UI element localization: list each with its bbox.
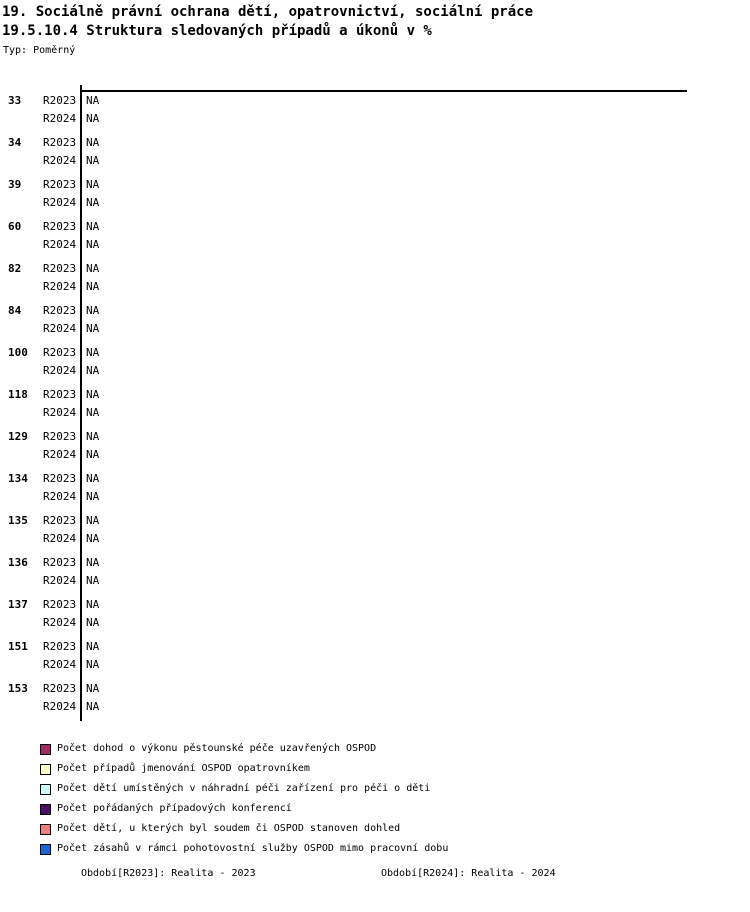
value-na: NA	[86, 616, 100, 629]
category-group	[0, 596, 750, 632]
value-na: NA	[86, 448, 100, 461]
value-na: NA	[86, 220, 100, 233]
period-label: R2023	[43, 304, 77, 317]
data-row	[0, 572, 750, 590]
data-row	[0, 404, 750, 422]
value-na: NA	[86, 598, 100, 611]
value-na: NA	[86, 112, 100, 125]
period-label: R2024	[43, 532, 77, 545]
legend-swatch-icon	[40, 784, 51, 795]
legend-label: Počet dětí, u kterých byl soudem či OSPOD stanoven dohled	[57, 823, 401, 834]
legend-swatch-icon	[40, 844, 51, 855]
data-row	[0, 194, 750, 212]
period-label: R2023	[43, 472, 77, 485]
period-label: R2024	[43, 700, 77, 713]
category-label: 84	[8, 304, 22, 317]
legend-label: Počet dětí umístěných v náhradní péči zařízení pro péči o děti	[57, 783, 431, 794]
category-group	[0, 512, 750, 548]
period-label: R2024	[43, 616, 77, 629]
category-group	[0, 134, 750, 170]
period-label: R2023	[43, 556, 77, 569]
data-row	[0, 344, 750, 362]
period-label: R2024	[43, 658, 77, 671]
category-group	[0, 218, 750, 254]
data-row	[0, 614, 750, 632]
value-na: NA	[86, 322, 100, 335]
period-label: R2024	[43, 574, 77, 587]
value-na: NA	[86, 364, 100, 377]
period-label: R2023	[43, 430, 77, 443]
value-na: NA	[86, 514, 100, 527]
category-label: 34	[8, 136, 22, 149]
value-na: NA	[86, 238, 100, 251]
legend-label: Počet pořádaných případových konferencí	[57, 803, 292, 814]
period-label: R2024	[43, 448, 77, 461]
value-na: NA	[86, 280, 100, 293]
data-row	[0, 386, 750, 404]
value-na: NA	[86, 154, 100, 167]
category-group	[0, 554, 750, 590]
period-label: R2024	[43, 406, 77, 419]
period-label: R2024	[43, 364, 77, 377]
category-label: 134	[8, 472, 28, 485]
period-label: R2024	[43, 154, 77, 167]
category-label: 136	[8, 556, 28, 569]
legend-label: Počet zásahů v rámci pohotovostní služby OSPOD mimo pracovní dobu	[57, 843, 449, 854]
value-na: NA	[86, 532, 100, 545]
period-label: R2024	[43, 112, 77, 125]
period-label: R2024	[43, 196, 77, 209]
category-label: 129	[8, 430, 28, 443]
period-label: R2023	[43, 136, 77, 149]
chart-title-line1: 19. Sociálně právní ochrana dětí, opatrovnictví, sociální práce	[2, 4, 534, 20]
data-row	[0, 320, 750, 338]
period-label: R2024	[43, 238, 77, 251]
value-na: NA	[86, 94, 100, 107]
value-na: NA	[86, 388, 100, 401]
value-na: NA	[86, 196, 100, 209]
data-row	[0, 110, 750, 128]
data-row	[0, 176, 750, 194]
data-row	[0, 278, 750, 296]
category-label: 100	[8, 346, 28, 359]
data-row	[0, 92, 750, 110]
period-label: R2023	[43, 178, 77, 191]
footer-period-r2023: Období[R2023]: Realita - 2023	[81, 868, 256, 879]
legend-swatch-icon	[40, 804, 51, 815]
period-label: R2023	[43, 598, 77, 611]
period-label: R2023	[43, 220, 77, 233]
value-na: NA	[86, 178, 100, 191]
category-group	[0, 680, 750, 716]
data-row	[0, 530, 750, 548]
data-row	[0, 446, 750, 464]
value-na: NA	[86, 472, 100, 485]
data-row	[0, 638, 750, 656]
value-na: NA	[86, 574, 100, 587]
category-group	[0, 260, 750, 296]
value-na: NA	[86, 640, 100, 653]
category-label: 118	[8, 388, 28, 401]
data-row	[0, 488, 750, 506]
category-label: 39	[8, 178, 22, 191]
category-group	[0, 302, 750, 338]
value-na: NA	[86, 406, 100, 419]
category-label: 33	[8, 94, 22, 107]
category-group	[0, 428, 750, 464]
data-row	[0, 470, 750, 488]
chart-title-line2: 19.5.10.4 Struktura sledovaných případů a úkonů v %	[2, 23, 432, 39]
period-label: R2024	[43, 490, 77, 503]
category-group	[0, 344, 750, 380]
category-group	[0, 638, 750, 674]
legend-label: Počet případů jmenování OSPOD opatrovníkem	[57, 763, 310, 774]
legend-label: Počet dohod o výkonu pěstounské péče uzavřených OSPOD	[57, 743, 377, 754]
legend-item	[40, 743, 376, 755]
value-na: NA	[86, 262, 100, 275]
value-na: NA	[86, 682, 100, 695]
value-na: NA	[86, 136, 100, 149]
period-label: R2023	[43, 94, 77, 107]
period-label: R2023	[43, 346, 77, 359]
period-label: R2023	[43, 514, 77, 527]
category-label: 137	[8, 598, 28, 611]
value-na: NA	[86, 490, 100, 503]
data-row	[0, 656, 750, 674]
value-na: NA	[86, 700, 100, 713]
value-na: NA	[86, 658, 100, 671]
category-group	[0, 176, 750, 212]
chart-title	[2, 3, 533, 41]
period-label: R2023	[43, 262, 77, 275]
value-na: NA	[86, 430, 100, 443]
value-na: NA	[86, 556, 100, 569]
value-na: NA	[86, 346, 100, 359]
data-row	[0, 428, 750, 446]
data-row	[0, 698, 750, 716]
legend-item	[40, 803, 292, 815]
legend-swatch-icon	[40, 764, 51, 775]
category-group	[0, 92, 750, 128]
legend-item	[40, 783, 430, 795]
legend-item	[40, 843, 448, 855]
category-label: 82	[8, 262, 22, 275]
data-row	[0, 260, 750, 278]
data-row	[0, 680, 750, 698]
data-row	[0, 512, 750, 530]
data-row	[0, 236, 750, 254]
period-label: R2023	[43, 640, 77, 653]
period-label: R2024	[43, 322, 77, 335]
data-row	[0, 596, 750, 614]
data-row	[0, 134, 750, 152]
value-na: NA	[86, 304, 100, 317]
category-label: 151	[8, 640, 28, 653]
footer-period-r2024: Období[R2024]: Realita - 2024	[381, 868, 556, 879]
legend-swatch-icon	[40, 744, 51, 755]
category-label: 60	[8, 220, 22, 233]
data-row	[0, 362, 750, 380]
category-label: 135	[8, 514, 28, 527]
data-row	[0, 152, 750, 170]
data-row	[0, 302, 750, 320]
data-row	[0, 218, 750, 236]
period-label: R2023	[43, 682, 77, 695]
legend-item	[40, 823, 400, 835]
data-row	[0, 554, 750, 572]
legend-item	[40, 763, 310, 775]
period-label: R2024	[43, 280, 77, 293]
legend-swatch-icon	[40, 824, 51, 835]
category-group	[0, 386, 750, 422]
category-group	[0, 470, 750, 506]
category-label: 153	[8, 682, 28, 695]
period-label: R2023	[43, 388, 77, 401]
chart-type-label: Typ: Poměrný	[3, 45, 76, 56]
